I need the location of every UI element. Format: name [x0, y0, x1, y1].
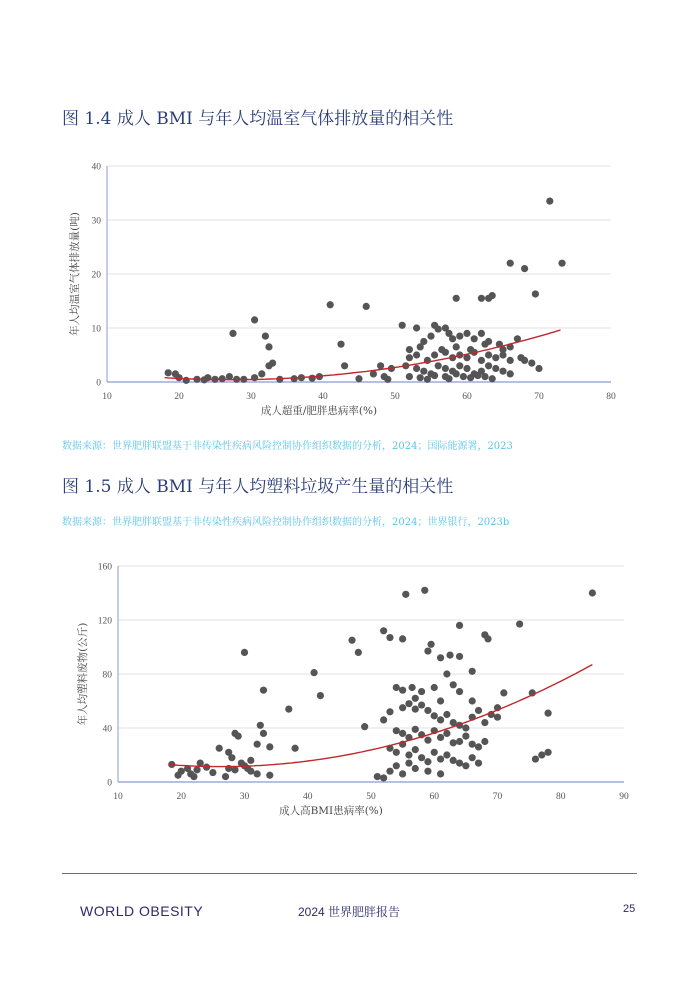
footer-report-title: 2024 世界肥胖报告 — [298, 905, 401, 919]
x-tick-label: 40 — [318, 392, 328, 402]
data-point — [412, 765, 419, 772]
y-tick-label: 0 — [96, 378, 101, 389]
data-point — [427, 333, 434, 340]
data-point — [500, 689, 507, 696]
data-point — [405, 760, 412, 767]
data-point — [424, 737, 431, 744]
data-point — [406, 346, 413, 353]
y-tick-label: 40 — [91, 162, 101, 173]
data-point — [507, 260, 514, 267]
data-point — [399, 730, 406, 737]
data-point — [424, 707, 431, 714]
data-point — [437, 755, 444, 762]
data-point — [266, 743, 273, 750]
data-point — [450, 757, 457, 764]
data-point — [412, 726, 419, 733]
y-tick-label: 30 — [91, 216, 101, 227]
figure-1-5-source: 数据来源：世界肥胖联盟基于非传染性疾病风险控制协作组织数据的分析，2024；世界银行，2023b — [62, 517, 510, 528]
data-point — [292, 745, 299, 752]
data-point — [545, 710, 552, 717]
data-point — [521, 357, 528, 364]
data-point — [193, 766, 200, 773]
data-point — [535, 365, 542, 372]
data-point — [460, 373, 467, 380]
data-point — [589, 589, 596, 596]
data-point — [386, 634, 393, 641]
data-point — [494, 714, 501, 721]
data-point — [231, 766, 238, 773]
data-point — [254, 741, 261, 748]
data-point — [431, 712, 438, 719]
data-point — [413, 351, 420, 358]
data-point — [393, 762, 400, 769]
data-point — [469, 668, 476, 675]
data-point — [406, 373, 413, 380]
data-point — [431, 351, 438, 358]
data-point — [427, 641, 434, 648]
data-point — [418, 754, 425, 761]
data-point — [418, 701, 425, 708]
data-point — [492, 354, 499, 361]
data-point — [471, 335, 478, 342]
data-point — [266, 772, 273, 779]
data-point — [399, 770, 406, 777]
data-point — [399, 704, 406, 711]
data-point — [285, 706, 292, 713]
data-point — [437, 770, 444, 777]
data-point — [257, 722, 264, 729]
data-point — [265, 362, 272, 369]
x-tick-label: 70 — [492, 792, 503, 802]
data-point — [317, 692, 324, 699]
data-point — [475, 743, 482, 750]
data-point — [558, 260, 565, 267]
figure-1-5-title: 图 1.5 成人 BMI 与年人均塑料垃圾产生量的相关性 — [62, 477, 454, 497]
data-point — [485, 295, 492, 302]
data-point — [456, 362, 463, 369]
data-point — [399, 635, 406, 642]
data-point — [251, 316, 258, 323]
x-tick-label: 30 — [239, 792, 250, 802]
data-point — [435, 325, 442, 332]
data-point — [258, 370, 265, 377]
data-point — [222, 773, 229, 780]
trend-line — [169, 665, 593, 767]
data-point — [406, 354, 413, 361]
data-point — [445, 375, 452, 382]
data-point — [380, 774, 387, 781]
data-point — [431, 684, 438, 691]
data-point — [247, 768, 254, 775]
footer-divider — [62, 873, 637, 874]
figure-1-4-title: 图 1.4 成人 BMI 与年人均温室气体排放量的相关性 — [62, 109, 454, 129]
data-point — [413, 365, 420, 372]
data-point — [341, 362, 348, 369]
data-point — [251, 374, 258, 381]
data-point — [546, 198, 553, 205]
figure-1-4-source: 数据来源：世界肥胖联盟基于非传染性疾病风险控制协作组织数据的分析，2024；国际能源署，2023 — [62, 441, 513, 452]
data-point — [393, 749, 400, 756]
data-point — [532, 290, 539, 297]
data-point — [521, 265, 528, 272]
y-tick-label: 40 — [102, 724, 112, 735]
data-point — [241, 649, 248, 656]
data-point — [380, 627, 387, 634]
data-point — [442, 349, 449, 356]
y-tick-label: 10 — [91, 324, 101, 335]
data-point — [361, 723, 368, 730]
data-point — [363, 303, 370, 310]
data-point — [456, 653, 463, 660]
data-point — [412, 706, 419, 713]
data-point — [516, 620, 523, 627]
data-point — [431, 749, 438, 756]
data-point — [532, 755, 539, 762]
data-point — [478, 357, 485, 364]
y-tick-label: 80 — [102, 670, 112, 681]
data-point — [463, 365, 470, 372]
data-point — [437, 734, 444, 741]
data-point — [384, 376, 391, 383]
data-point — [424, 376, 431, 383]
chart-plastic-waste — [0, 552, 700, 832]
data-point — [442, 365, 449, 372]
x-tick-label: 60 — [429, 792, 439, 802]
data-point — [380, 716, 387, 723]
x-tick-label: 10 — [102, 392, 112, 402]
data-point — [499, 368, 506, 375]
y-tick-label: 0 — [107, 778, 112, 789]
y-tick-label: 20 — [91, 270, 101, 281]
x-axis-title: 成人超重/肥胖患病率(%) — [260, 405, 378, 417]
data-point — [474, 372, 481, 379]
data-point — [405, 751, 412, 758]
data-point — [228, 754, 235, 761]
data-point — [462, 733, 469, 740]
data-point — [431, 372, 438, 379]
data-point — [386, 708, 393, 715]
data-point — [393, 684, 400, 691]
chart-ghg-emissions — [0, 152, 700, 422]
data-point — [445, 330, 452, 337]
data-point — [485, 351, 492, 358]
x-tick-label: 80 — [606, 392, 616, 402]
data-point — [165, 369, 172, 376]
data-point — [265, 343, 272, 350]
data-point — [469, 754, 476, 761]
data-point — [481, 719, 488, 726]
data-point — [492, 365, 499, 372]
data-point — [481, 373, 488, 380]
x-axis-title: 成人高BMI患病率(%) — [279, 805, 383, 817]
data-point — [413, 324, 420, 331]
data-point — [456, 738, 463, 745]
data-point — [443, 670, 450, 677]
data-point — [456, 622, 463, 629]
data-point — [190, 773, 197, 780]
data-point — [399, 322, 406, 329]
data-point — [291, 375, 298, 382]
data-point — [172, 370, 179, 377]
x-tick-label: 80 — [556, 792, 566, 802]
y-tick-label: 120 — [97, 616, 112, 627]
data-point — [453, 370, 460, 377]
data-point — [260, 730, 267, 737]
data-point — [310, 669, 317, 676]
data-point — [507, 370, 514, 377]
data-point — [337, 341, 344, 348]
data-point — [475, 760, 482, 767]
data-point — [399, 687, 406, 694]
data-point — [462, 724, 469, 731]
data-point — [443, 751, 450, 758]
y-tick-label: 160 — [97, 562, 112, 573]
data-point — [450, 681, 457, 688]
data-point — [209, 769, 216, 776]
x-tick-label: 90 — [619, 792, 629, 802]
data-point — [467, 374, 474, 381]
data-point — [475, 707, 482, 714]
data-point — [489, 375, 496, 382]
x-tick-label: 30 — [246, 392, 256, 402]
data-point — [462, 762, 469, 769]
data-point — [463, 330, 470, 337]
data-point — [216, 745, 223, 752]
data-point — [443, 730, 450, 737]
x-tick-label: 10 — [113, 792, 123, 802]
data-point — [435, 362, 442, 369]
data-point — [327, 301, 334, 308]
x-tick-label: 60 — [462, 392, 472, 402]
x-tick-label: 70 — [534, 392, 544, 402]
data-point — [377, 362, 384, 369]
data-point — [478, 330, 485, 337]
data-point — [229, 330, 236, 337]
data-point — [393, 727, 400, 734]
data-point — [507, 357, 514, 364]
data-point — [348, 637, 355, 644]
data-point — [456, 688, 463, 695]
x-tick-label: 20 — [174, 392, 184, 402]
data-point — [481, 738, 488, 745]
data-point — [260, 687, 267, 694]
data-point — [450, 739, 457, 746]
x-tick-label: 50 — [390, 392, 400, 402]
data-point — [262, 333, 269, 340]
data-point — [235, 733, 242, 740]
data-point — [178, 768, 185, 775]
data-point — [453, 343, 460, 350]
data-point — [374, 773, 381, 780]
data-point — [418, 688, 425, 695]
data-point — [437, 654, 444, 661]
data-point — [254, 770, 261, 777]
data-point — [437, 716, 444, 723]
data-point — [183, 377, 190, 384]
x-tick-label: 50 — [366, 792, 376, 802]
data-point — [484, 635, 491, 642]
data-point — [412, 746, 419, 753]
data-point — [412, 695, 419, 702]
data-point — [417, 343, 424, 350]
data-point — [417, 374, 424, 381]
data-point — [499, 351, 506, 358]
data-point — [469, 741, 476, 748]
y-axis-title: 年人均塑料废物(公斤) — [77, 622, 89, 726]
data-point — [424, 758, 431, 765]
y-axis-title: 年人均温室气体排放量(吨) — [69, 212, 81, 336]
world-obesity-logo: WORLD OBESITY — [80, 903, 204, 919]
data-point — [456, 333, 463, 340]
data-point — [443, 711, 450, 718]
data-point — [409, 684, 416, 691]
data-point — [478, 295, 485, 302]
data-point — [219, 375, 226, 382]
data-point — [545, 749, 552, 756]
data-point — [402, 591, 409, 598]
data-point — [405, 700, 412, 707]
data-point — [309, 375, 316, 382]
data-point — [446, 652, 453, 659]
data-point — [469, 697, 476, 704]
data-point — [424, 768, 431, 775]
data-point — [247, 757, 254, 764]
data-point — [528, 360, 535, 367]
data-point — [355, 375, 362, 382]
data-point — [456, 760, 463, 767]
data-point — [386, 768, 393, 775]
data-point — [437, 697, 444, 704]
x-tick-label: 40 — [303, 792, 313, 802]
data-point — [485, 338, 492, 345]
data-point — [538, 751, 545, 758]
data-point — [420, 368, 427, 375]
data-point — [421, 587, 428, 594]
page-number: 25 — [623, 903, 636, 915]
data-point — [485, 362, 492, 369]
x-tick-label: 20 — [176, 792, 186, 802]
data-point — [424, 647, 431, 654]
data-point — [355, 649, 362, 656]
data-point — [453, 295, 460, 302]
